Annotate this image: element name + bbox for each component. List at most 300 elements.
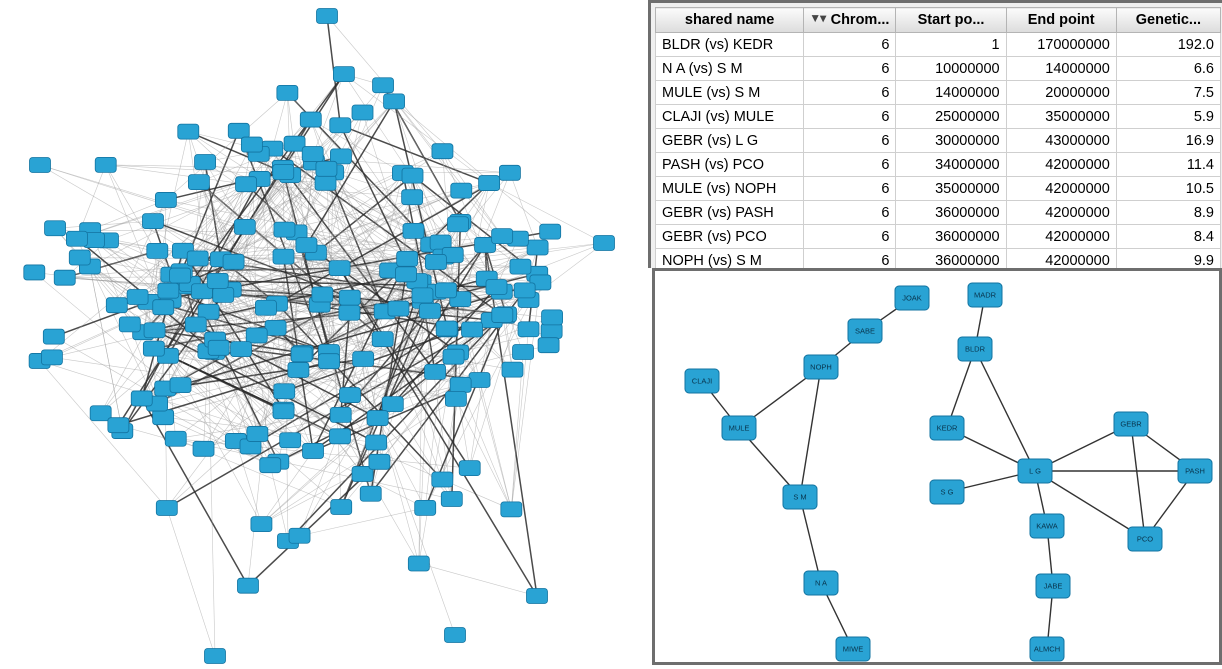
node-shape[interactable] xyxy=(403,223,424,238)
cell-start_point[interactable]: 1 xyxy=(896,33,1006,57)
main-network-node[interactable] xyxy=(403,223,424,238)
main-network-node[interactable] xyxy=(54,270,75,285)
node-shape[interactable] xyxy=(303,443,324,458)
node-shape[interactable] xyxy=(312,287,333,302)
node-shape[interactable] xyxy=(234,219,255,234)
main-network-node[interactable] xyxy=(30,158,51,173)
node-shape[interactable] xyxy=(445,628,466,643)
main-network-node[interactable] xyxy=(540,224,561,239)
node-shape[interactable] xyxy=(1178,459,1212,483)
sub-network-node[interactable] xyxy=(958,337,992,361)
node-shape[interactable] xyxy=(30,158,51,173)
node-shape[interactable] xyxy=(360,486,381,501)
main-network-node[interactable] xyxy=(43,329,64,344)
node-shape[interactable] xyxy=(541,323,562,338)
column-header-end-point[interactable]: End point xyxy=(1006,8,1116,33)
main-network-node[interactable] xyxy=(236,177,257,192)
table-row[interactable] xyxy=(656,225,1221,249)
cell-start_point[interactable]: 14000000 xyxy=(896,81,1006,105)
node-shape[interactable] xyxy=(352,105,373,120)
node-shape[interactable] xyxy=(435,283,456,298)
main-network-node[interactable] xyxy=(397,251,418,266)
main-network-node[interactable] xyxy=(513,344,534,359)
node-shape[interactable] xyxy=(142,214,163,229)
cell-chromosome[interactable]: 6 xyxy=(804,33,896,57)
sub-network-node[interactable] xyxy=(836,637,870,661)
sub-network-node[interactable] xyxy=(804,355,838,379)
cell-end_point[interactable]: 42000000 xyxy=(1006,225,1116,249)
node-shape[interactable] xyxy=(45,221,66,236)
main-network-node[interactable] xyxy=(187,251,208,266)
cell-chromosome[interactable]: 6 xyxy=(804,177,896,201)
main-network-node[interactable] xyxy=(106,298,127,313)
node-shape[interactable] xyxy=(24,265,45,280)
cell-shared_name[interactable]: GEBR (vs) PASH xyxy=(656,201,804,225)
main-network-node[interactable] xyxy=(119,317,140,332)
table-row[interactable] xyxy=(656,57,1221,81)
cell-genetic[interactable]: 6.6 xyxy=(1116,57,1220,81)
cell-end_point[interactable]: 42000000 xyxy=(1006,177,1116,201)
cell-end_point[interactable]: 42000000 xyxy=(1006,153,1116,177)
node-shape[interactable] xyxy=(930,480,964,504)
main-network-node[interactable] xyxy=(265,320,286,335)
main-network-node[interactable] xyxy=(213,287,234,302)
sub-network-node[interactable] xyxy=(968,283,1002,307)
main-network-node[interactable] xyxy=(492,308,513,323)
node-shape[interactable] xyxy=(207,273,228,288)
main-network-node[interactable] xyxy=(479,176,500,191)
main-network-node[interactable] xyxy=(527,589,548,604)
sub-network-node[interactable] xyxy=(1018,459,1052,483)
node-shape[interactable] xyxy=(188,175,209,190)
node-shape[interactable] xyxy=(273,404,294,419)
node-shape[interactable] xyxy=(108,418,129,433)
main-network-node[interactable] xyxy=(396,267,417,282)
node-shape[interactable] xyxy=(241,137,262,152)
node-shape[interactable] xyxy=(237,578,258,593)
node-shape[interactable] xyxy=(425,254,446,269)
cell-start_point[interactable]: 36000000 xyxy=(896,249,1006,269)
sub-network-node[interactable] xyxy=(804,571,838,595)
cell-end_point[interactable]: 43000000 xyxy=(1006,129,1116,153)
main-network-node[interactable] xyxy=(425,364,446,379)
main-network-node[interactable] xyxy=(319,354,340,369)
node-shape[interactable] xyxy=(1036,574,1070,598)
node-shape[interactable] xyxy=(54,270,75,285)
cell-end_point[interactable]: 170000000 xyxy=(1006,33,1116,57)
node-shape[interactable] xyxy=(408,556,429,571)
node-shape[interactable] xyxy=(329,429,350,444)
node-shape[interactable] xyxy=(185,317,206,332)
node-shape[interactable] xyxy=(208,340,229,355)
cell-shared_name[interactable]: GEBR (vs) PCO xyxy=(656,225,804,249)
node-shape[interactable] xyxy=(331,500,352,515)
node-shape[interactable] xyxy=(479,176,500,191)
cell-genetic[interactable]: 7.5 xyxy=(1116,81,1220,105)
node-shape[interactable] xyxy=(158,283,179,298)
main-network-node[interactable] xyxy=(142,214,163,229)
main-network-node[interactable] xyxy=(143,341,164,356)
sub-network-node[interactable] xyxy=(685,369,719,393)
node-shape[interactable] xyxy=(447,217,468,232)
node-shape[interactable] xyxy=(412,288,433,303)
cell-shared_name[interactable]: MULE (vs) S M xyxy=(656,81,804,105)
node-shape[interactable] xyxy=(236,177,257,192)
column-header-start-point[interactable]: Start po... xyxy=(896,8,1006,33)
sub-network-panel[interactable] xyxy=(652,268,1222,665)
main-network-node[interactable] xyxy=(300,112,321,127)
cell-chromosome[interactable]: 6 xyxy=(804,81,896,105)
node-shape[interactable] xyxy=(542,310,563,325)
node-shape[interactable] xyxy=(1030,514,1064,538)
node-shape[interactable] xyxy=(1030,637,1064,661)
main-network-node[interactable] xyxy=(316,161,337,176)
node-shape[interactable] xyxy=(280,433,301,448)
main-network-node[interactable] xyxy=(450,377,471,392)
cell-shared_name[interactable]: GEBR (vs) L G xyxy=(656,129,804,153)
table-row[interactable] xyxy=(656,249,1221,269)
sub-network-node[interactable] xyxy=(1030,514,1064,538)
node-shape[interactable] xyxy=(366,435,387,450)
node-shape[interactable] xyxy=(302,147,323,162)
cell-chromosome[interactable]: 6 xyxy=(804,57,896,81)
node-shape[interactable] xyxy=(319,354,340,369)
main-network-node[interactable] xyxy=(312,287,333,302)
main-network-node[interactable] xyxy=(246,328,267,343)
node-shape[interactable] xyxy=(147,243,168,258)
node-shape[interactable] xyxy=(291,347,312,362)
cell-genetic[interactable]: 192.0 xyxy=(1116,33,1220,57)
main-network-node[interactable] xyxy=(288,362,309,377)
cell-genetic[interactable]: 16.9 xyxy=(1116,129,1220,153)
main-network-node[interactable] xyxy=(333,67,354,82)
main-network-edge[interactable] xyxy=(300,508,426,536)
node-shape[interactable] xyxy=(339,305,360,320)
main-network-node[interactable] xyxy=(153,410,174,425)
node-shape[interactable] xyxy=(143,341,164,356)
main-network-node[interactable] xyxy=(178,124,199,139)
cell-start_point[interactable]: 30000000 xyxy=(896,129,1006,153)
main-network-node[interactable] xyxy=(170,268,191,283)
main-network-node[interactable] xyxy=(274,222,295,237)
main-network-node[interactable] xyxy=(188,175,209,190)
node-shape[interactable] xyxy=(247,426,268,441)
main-network-edge[interactable] xyxy=(106,165,246,184)
node-shape[interactable] xyxy=(450,377,471,392)
node-shape[interactable] xyxy=(119,317,140,332)
main-network-node[interactable] xyxy=(402,168,423,183)
node-shape[interactable] xyxy=(339,290,360,305)
sub-network-edge[interactable] xyxy=(800,367,821,497)
node-shape[interactable] xyxy=(372,332,393,347)
main-network-node[interactable] xyxy=(66,231,87,246)
main-network-node[interactable] xyxy=(251,517,272,532)
main-network-edge[interactable] xyxy=(167,508,215,656)
node-shape[interactable] xyxy=(156,500,177,515)
main-network-node[interactable] xyxy=(373,78,394,93)
cell-shared_name[interactable]: PASH (vs) PCO xyxy=(656,153,804,177)
edge-attribute-table[interactable] xyxy=(655,7,1221,268)
main-network-node[interactable] xyxy=(303,443,324,458)
node-shape[interactable] xyxy=(178,124,199,139)
node-shape[interactable] xyxy=(685,369,719,393)
node-shape[interactable] xyxy=(441,492,462,507)
sub-network-edge[interactable] xyxy=(800,497,821,583)
main-network-node[interactable] xyxy=(353,352,374,367)
main-network-node[interactable] xyxy=(24,265,45,280)
node-shape[interactable] xyxy=(388,301,409,316)
main-network-node[interactable] xyxy=(432,144,453,159)
node-shape[interactable] xyxy=(153,410,174,425)
node-shape[interactable] xyxy=(459,461,480,476)
node-shape[interactable] xyxy=(804,571,838,595)
main-network-node[interactable] xyxy=(329,429,350,444)
main-network-node[interactable] xyxy=(165,431,186,446)
main-network-node[interactable] xyxy=(331,500,352,515)
main-network-node[interactable] xyxy=(408,556,429,571)
main-network-node[interactable] xyxy=(315,175,336,190)
main-network-node[interactable] xyxy=(330,407,351,422)
main-network-node[interactable] xyxy=(360,486,381,501)
node-shape[interactable] xyxy=(445,391,466,406)
main-network-node[interactable] xyxy=(329,261,350,276)
node-shape[interactable] xyxy=(187,251,208,266)
main-network-node[interactable] xyxy=(231,342,252,357)
node-shape[interactable] xyxy=(527,589,548,604)
node-shape[interactable] xyxy=(170,378,191,393)
main-network-node[interactable] xyxy=(436,321,457,336)
main-network-node[interactable] xyxy=(541,323,562,338)
main-network-node[interactable] xyxy=(441,492,462,507)
node-shape[interactable] xyxy=(315,175,336,190)
sub-network-node[interactable] xyxy=(783,485,817,509)
node-shape[interactable] xyxy=(367,411,388,426)
main-network-node[interactable] xyxy=(247,426,268,441)
main-network-node[interactable] xyxy=(330,118,351,133)
main-network-node[interactable] xyxy=(193,441,214,456)
sub-network-node[interactable] xyxy=(930,416,964,440)
sub-network-edge[interactable] xyxy=(1131,424,1145,539)
main-network-node[interactable] xyxy=(382,397,403,412)
node-shape[interactable] xyxy=(131,391,152,406)
cell-chromosome[interactable]: 6 xyxy=(804,153,896,177)
main-network-node[interactable] xyxy=(273,404,294,419)
node-shape[interactable] xyxy=(492,229,513,244)
node-shape[interactable] xyxy=(514,283,535,298)
main-network-edge[interactable] xyxy=(142,398,248,585)
node-shape[interactable] xyxy=(193,441,214,456)
node-shape[interactable] xyxy=(369,454,390,469)
node-shape[interactable] xyxy=(66,231,87,246)
main-network-node[interactable] xyxy=(459,461,480,476)
cell-shared_name[interactable]: N A (vs) S M xyxy=(656,57,804,81)
cell-end_point[interactable]: 35000000 xyxy=(1006,105,1116,129)
main-network-node[interactable] xyxy=(384,94,405,109)
node-shape[interactable] xyxy=(895,286,929,310)
node-shape[interactable] xyxy=(1114,412,1148,436)
node-shape[interactable] xyxy=(402,190,423,205)
node-shape[interactable] xyxy=(382,397,403,412)
main-network-node[interactable] xyxy=(435,283,456,298)
main-network-node[interactable] xyxy=(158,283,179,298)
node-shape[interactable] xyxy=(415,500,436,515)
column-header-genetic[interactable]: Genetic... xyxy=(1116,8,1220,33)
sub-network-canvas[interactable] xyxy=(655,271,1219,662)
node-shape[interactable] xyxy=(274,222,295,237)
cell-genetic[interactable]: 11.4 xyxy=(1116,153,1220,177)
main-network-node[interactable] xyxy=(155,192,176,207)
cell-start_point[interactable]: 36000000 xyxy=(896,225,1006,249)
node-shape[interactable] xyxy=(783,485,817,509)
node-shape[interactable] xyxy=(436,321,457,336)
sub-network-node[interactable] xyxy=(930,480,964,504)
node-shape[interactable] xyxy=(317,9,338,24)
node-shape[interactable] xyxy=(273,165,294,180)
node-shape[interactable] xyxy=(538,338,559,353)
cell-shared_name[interactable]: NOPH (vs) S M xyxy=(656,249,804,269)
cell-chromosome[interactable]: 6 xyxy=(804,249,896,269)
node-shape[interactable] xyxy=(540,224,561,239)
main-network-node[interactable] xyxy=(542,310,563,325)
main-network-node[interactable] xyxy=(207,273,228,288)
node-shape[interactable] xyxy=(722,416,756,440)
main-network-node[interactable] xyxy=(492,229,513,244)
node-shape[interactable] xyxy=(155,192,176,207)
cell-genetic[interactable]: 9.9 xyxy=(1116,249,1220,269)
node-shape[interactable] xyxy=(492,308,513,323)
node-shape[interactable] xyxy=(330,118,351,133)
main-network-node[interactable] xyxy=(412,288,433,303)
node-shape[interactable] xyxy=(265,320,286,335)
main-network-node[interactable] xyxy=(514,283,535,298)
node-shape[interactable] xyxy=(397,251,418,266)
cell-genetic[interactable]: 8.9 xyxy=(1116,201,1220,225)
main-network-edge[interactable] xyxy=(378,418,455,635)
node-shape[interactable] xyxy=(228,123,249,138)
main-network-node[interactable] xyxy=(447,217,468,232)
main-network-node[interactable] xyxy=(291,347,312,362)
main-network-node[interactable] xyxy=(153,300,174,315)
main-network-node[interactable] xyxy=(388,301,409,316)
node-shape[interactable] xyxy=(41,350,62,365)
main-network-node[interactable] xyxy=(445,391,466,406)
node-shape[interactable] xyxy=(69,250,90,265)
main-network-node[interactable] xyxy=(367,411,388,426)
main-network-node[interactable] xyxy=(237,578,258,593)
sub-network-node[interactable] xyxy=(848,319,882,343)
node-shape[interactable] xyxy=(255,300,276,315)
sub-network-node[interactable] xyxy=(722,416,756,440)
main-network-node[interactable] xyxy=(302,147,323,162)
main-network-node[interactable] xyxy=(339,290,360,305)
node-shape[interactable] xyxy=(1018,459,1052,483)
node-shape[interactable] xyxy=(165,431,186,446)
cell-chromosome[interactable]: 6 xyxy=(804,201,896,225)
node-shape[interactable] xyxy=(402,168,423,183)
table-row[interactable] xyxy=(656,105,1221,129)
node-shape[interactable] xyxy=(527,240,548,255)
sub-network-node[interactable] xyxy=(1128,527,1162,551)
sub-network-node[interactable] xyxy=(1030,637,1064,661)
sub-network-edge[interactable] xyxy=(975,349,1035,471)
main-network-node[interactable] xyxy=(144,323,165,338)
main-network-node[interactable] xyxy=(372,332,393,347)
main-network-node[interactable] xyxy=(170,378,191,393)
node-shape[interactable] xyxy=(205,649,226,664)
node-shape[interactable] xyxy=(502,362,523,377)
node-shape[interactable] xyxy=(43,329,64,344)
node-shape[interactable] xyxy=(353,352,374,367)
main-network-node[interactable] xyxy=(352,105,373,120)
cell-start_point[interactable]: 35000000 xyxy=(896,177,1006,201)
node-shape[interactable] xyxy=(499,165,520,180)
table-row[interactable] xyxy=(656,33,1221,57)
main-network-node[interactable] xyxy=(317,9,338,24)
node-shape[interactable] xyxy=(848,319,882,343)
main-network-node[interactable] xyxy=(445,628,466,643)
cell-end_point[interactable]: 42000000 xyxy=(1006,249,1116,269)
node-shape[interactable] xyxy=(419,303,440,318)
node-shape[interactable] xyxy=(836,637,870,661)
node-shape[interactable] xyxy=(340,388,361,403)
cell-chromosome[interactable]: 6 xyxy=(804,105,896,129)
main-network-node[interactable] xyxy=(273,249,294,264)
main-network-node[interactable] xyxy=(415,500,436,515)
main-network-node[interactable] xyxy=(147,243,168,258)
node-shape[interactable] xyxy=(316,161,337,176)
node-shape[interactable] xyxy=(95,157,116,172)
node-shape[interactable] xyxy=(246,328,267,343)
node-shape[interactable] xyxy=(396,267,417,282)
main-network-node[interactable] xyxy=(241,137,262,152)
main-network-node[interactable] xyxy=(185,317,206,332)
main-network-node[interactable] xyxy=(69,250,90,265)
cell-end_point[interactable]: 14000000 xyxy=(1006,57,1116,81)
node-shape[interactable] xyxy=(513,344,534,359)
node-shape[interactable] xyxy=(443,349,464,364)
main-network-node[interactable] xyxy=(366,435,387,450)
main-network-node[interactable] xyxy=(340,388,361,403)
node-shape[interactable] xyxy=(288,362,309,377)
node-shape[interactable] xyxy=(277,85,298,100)
table-row[interactable] xyxy=(656,129,1221,153)
main-network-node[interactable] xyxy=(451,183,472,198)
node-shape[interactable] xyxy=(223,254,244,269)
main-network-node[interactable] xyxy=(127,290,148,305)
node-shape[interactable] xyxy=(274,384,295,399)
table-row[interactable] xyxy=(656,81,1221,105)
main-network-node[interactable] xyxy=(339,305,360,320)
main-network-node[interactable] xyxy=(234,219,255,234)
node-shape[interactable] xyxy=(432,144,453,159)
main-network-node[interactable] xyxy=(527,240,548,255)
main-network-node[interactable] xyxy=(510,259,531,274)
main-network-node[interactable] xyxy=(156,500,177,515)
data-table-panel[interactable] xyxy=(648,0,1222,268)
node-shape[interactable] xyxy=(958,337,992,361)
sub-network-node[interactable] xyxy=(1178,459,1212,483)
node-shape[interactable] xyxy=(510,259,531,274)
main-network-node[interactable] xyxy=(41,350,62,365)
cell-chromosome[interactable]: 6 xyxy=(804,225,896,249)
main-network-node[interactable] xyxy=(499,165,520,180)
main-network-node[interactable] xyxy=(274,384,295,399)
main-network-edge[interactable] xyxy=(344,74,489,183)
main-network-node[interactable] xyxy=(501,502,522,517)
node-shape[interactable] xyxy=(170,268,191,283)
main-network-node[interactable] xyxy=(108,418,129,433)
main-network-edge[interactable] xyxy=(394,101,550,231)
